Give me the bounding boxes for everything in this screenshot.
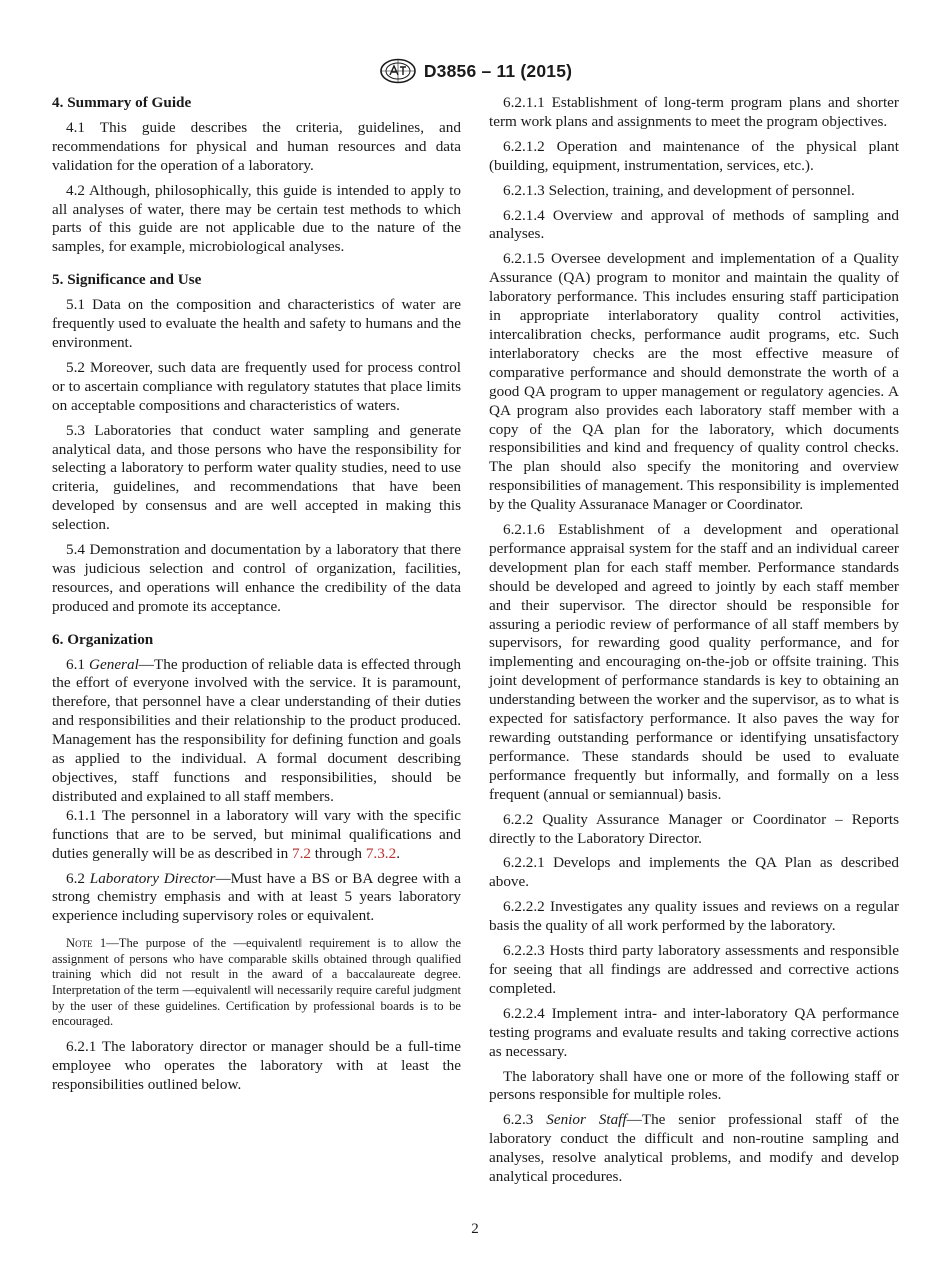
section-link-7-3-2[interactable]: 7.3.2 <box>365 844 397 862</box>
paragraph-6-1-1-end: . <box>396 844 400 862</box>
paragraph-6-1-1-text: 6.1.1 The personnel in a laboratory will vary with the specific functions that are to be served, but minimal qualifications and duties generally will be as described in <box>52 806 461 862</box>
paragraph-6-1 <box>52 656 461 807</box>
paragraph-6-2-1-4: 6.2.1.4 Overview and approval of methods of sampling and analyses. <box>489 206 899 243</box>
paragraph-staff-roles: The laboratory shall have one or more of the following staff or persons responsible for multiple roles. <box>489 1067 899 1104</box>
note-label: Note <box>66 936 93 951</box>
section-6-heading: 6. Organization <box>52 630 154 648</box>
page-number: 2 <box>471 1221 479 1237</box>
paragraph-5-1: 5.1 Data on the composition and characteristics of water are frequently used to evaluate the health and safety to humans and the environment. <box>52 296 461 351</box>
paragraph-4-2: 4.2 Although, philosophically, this guide is intended to apply to all analyses of water, there may be certain test methods to which parts of this guide are not applicable due to the nature of the samples, for example, microbiological analyses. <box>52 181 461 256</box>
paragraph-6-2-text: —Must have a BS or BA degree with a strong chemistry emphasis and with at least 5 years laboratory experience including supervisory roles or equivalent. <box>52 869 462 925</box>
paragraph-6-2-2-4: 6.2.2.4 Implement intra- and inter-laboratory QA performance testing programs and evaluate results and taking corrective actions as necessary. <box>489 1004 899 1060</box>
paragraph-6-1-number: 6.1 <box>66 655 85 673</box>
paragraph-6-2-1-1: 6.2.1.1 Establishment of long-term program plans and shorter term work plans and assignments to meet the program objectives. <box>489 94 899 130</box>
paragraph-4-1: 4.1 This guide describes the criteria, guidelines, and recommendations for physical and human resources and data validation for the operation of a laboratory. <box>52 118 461 174</box>
paragraph-6-1-1 <box>52 807 461 864</box>
paragraph-6-2-1-5: 6.2.1.5 Oversee development and implementation of a Quality Assurance (QA) program to monitor and maintain the quality of laboratory performance. This includes ensuring staff participation in appropriate interlaboratory quality control activities, intercalibration checks, performance audit programs, etc. Such interlaboratory checks are the most effective measure of comparative performance and should demonstrate the worth of a good QA program to upper management or regulatory agencies. A QA program also provides each laboratory staff member with a copy of the QA plan for the laboratory, which documents responsibilities and kind and frequency of quality control checks. The plan should also specify the monitoring and overview responsibilities of management. This responsibility is implemented by the Quality Assuranace Manager or Coordinator. <box>489 250 899 514</box>
paragraph-6-2-1-3: 6.2.1.3 Selection, training, and development of personnel. <box>503 181 855 199</box>
right-column <box>489 94 899 1193</box>
document-designation: D3856 – 11 (2015) <box>423 60 573 81</box>
paragraph-5-4: 5.4 Demonstration and documentation by a laboratory that there was judicious selection and control of organization, facilities, resources, and operations will enhance the credibility of the data produced and promote its acceptance. <box>52 541 461 615</box>
paragraph-6-2-3-text: —The senior professional staff of the laboratory conduct the difficult and non-routine sampling and analyses, resolve analytical problems, and modify and develop analytical procedures. <box>489 1111 900 1186</box>
note-1 <box>52 936 461 1030</box>
paragraph-6-2-2: 6.2.2 Quality Assurance Manager or Coordinator – Reports directly to the Laboratory Director. <box>489 810 899 847</box>
paragraph-6-2-number: 6.2 <box>66 869 85 887</box>
paragraph-5-3: 5.3 Laboratories that conduct water sampling and generate analytical data, and those persons who have the responsibility for selecting a laboratory to perform water quality studies, need to use criteria, guidelines, and recommendations that have been developed by consensus and are well accepted in making this selection. <box>52 421 461 534</box>
section-5-heading: 5. Significance and Use <box>52 271 202 289</box>
paragraph-6-1-text: —The production of reliable data is effected through the effort of everyone involved with the service. It is paramount, therefore, that personnel have a clear understanding of their duties and responsibilities and their relationship to the product produced. Management has the responsibility for defining function and goals as applied to the individual. A formal document describing objectives, staff functions and responsibilities, should be distributed and explained to all staff members. <box>52 655 462 805</box>
left-column <box>52 94 461 1101</box>
paragraph-6-2-2-1: 6.2.2.1 Develops and implements the QA Plan as described above. <box>489 854 899 891</box>
note-text: 1—The purpose of the —equivalent‖ requirement is to allow the assignment of persons who have comparable skills obtained through qualified training which did not result in the award of a baccalaureate degree. Interpretation of the term —equivalent‖ will necessarily require careful judgment by the user of these guidelines. Certification by professional boards is to be encouraged. <box>52 936 461 1029</box>
paragraph-6-1-1-through: through <box>314 844 363 862</box>
paragraph-6-1-term: General <box>89 655 139 673</box>
section-link-7-2[interactable]: 7.2 <box>291 844 311 862</box>
paragraph-6-2-1: 6.2.1 The laboratory director or manager should be a full-time employee who operates the laboratory with at least the responsibilities outlined below. <box>52 1037 461 1093</box>
page-header <box>0 56 950 86</box>
paragraph-5-2: 5.2 Moreover, such data are frequently used for process control or to ascertain compliance with regulatory statutes that place limits on acceptable compositions and characteristics of waters. <box>52 358 461 414</box>
paragraph-6-2-3 <box>489 1111 899 1187</box>
paragraph-6-2-3-number: 6.2.3 <box>503 1111 534 1129</box>
paragraph-6-2-1-6: 6.2.1.6 Establishment of a development and operational performance appraisal system for the staff and an individual career development plan for each staff member. Performance standards should be developed and agreed to jointly by each staff member and their supervisor. The director should be responsible for assuring a periodic review of performance of all staff members by supervisors, for rewarding good quality performance, and for implementing and encouraging on-the-job or offsite training. This joint development of performance standards is key to obtaining an understanding between the worker and the supervisor, as to what is expected for satisfactory performance. It also paves the way for rewarding outstanding performance or identifying unsatisfactory performance. These standards should be used to evaluate performance frequently but informally, and formally on a less frequent (annual or semiannual) basis. <box>489 521 899 803</box>
paragraph-6-2-2-2: 6.2.2.2 Investigates any quality issues and reviews on a regular basis the quality of all work performed by the laboratory. <box>489 898 899 935</box>
paragraph-6-2-3-term: Senior Staff <box>546 1111 627 1129</box>
paragraph-6-2-term: Laboratory Director <box>89 869 216 887</box>
astm-logo-icon <box>378 58 418 84</box>
paragraph-6-2-1-2: 6.2.1.2 Operation and maintenance of the physical plant (building, equipment, instrumentation, services, etc.). <box>489 137 899 174</box>
paragraph-6-2-2-3: 6.2.2.3 Hosts third party laboratory assessments and responsible for seeing that all findings are addressed and corrective actions completed. <box>489 942 899 997</box>
section-4-heading: 4. Summary of Guide <box>52 94 192 111</box>
paragraph-6-2 <box>52 870 461 927</box>
